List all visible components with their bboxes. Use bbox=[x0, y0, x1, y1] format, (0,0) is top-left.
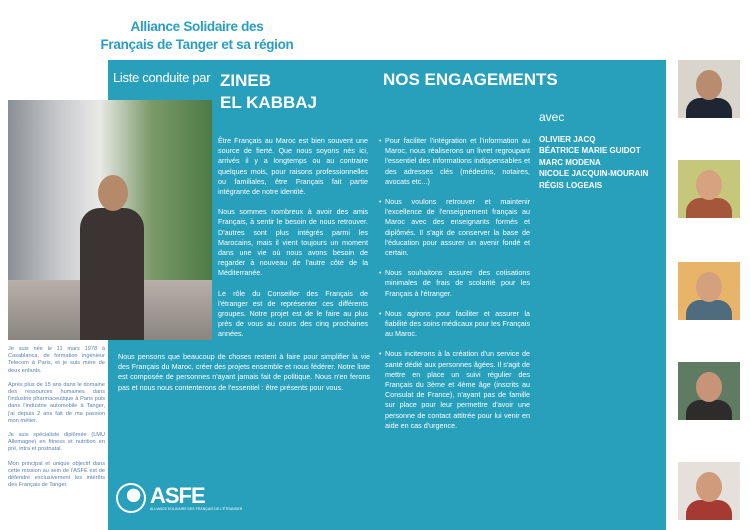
portrait-beatrice-marie-guidot bbox=[678, 160, 740, 218]
intro-paragraph: Le rôle du Conseiller des Français de l'étranger est de représenter ces différents groupes. Notre projet est de le faire au plus près de vous au cours des cinq prochaines années. bbox=[218, 288, 368, 339]
portrait-regis-logeais bbox=[678, 462, 740, 520]
title-line-1: Alliance Solidaire des bbox=[130, 19, 264, 34]
name-line-2: EL KABBAJ bbox=[220, 93, 317, 112]
asfe-logo bbox=[116, 483, 242, 513]
bio-paragraph: Après plus de 15 ans dans le domaine des ressources humaines dans l'industrie pharmaceutique à Paris puis dans l'industrie automobile à Tanger, j'ai depuis 2 ans fait de ma passion mon métier. bbox=[8, 381, 105, 424]
candidate-photo bbox=[8, 100, 212, 340]
closing-text: Nous pensons que beaucoup de choses restent à faire pour simplifier la vie des Français du Maroc, créer des projets ensemble et nous fédérer. Notre liste est composée de personnes n'ayant jamais fait de politique. Nous n'en ferons pas et nous nous contenterons de l'essentiel : être présents pour vous. bbox=[118, 352, 370, 392]
page-title bbox=[92, 18, 302, 54]
candidate-bio bbox=[8, 346, 105, 496]
team-member: MARC MODENA bbox=[539, 157, 601, 167]
team-member: OLIVIER JACQ bbox=[539, 135, 596, 144]
logo-name: ASFE bbox=[150, 483, 205, 508]
name-line-1: ZINEB bbox=[220, 71, 271, 90]
team-member: NICOLE JACQUIN-MOURAIN bbox=[539, 169, 649, 179]
intro-paragraph: Nous sommes nombreux à avoir des amis Français, à sentir le besoin de nous retrouver. D'autres sont plus intégrés parmi les Marocains, mais il vient toujours un moment dans une vie où nous avons besoin de regarder à nouveau de l'autre côté de la Méditerranée. bbox=[218, 207, 368, 278]
team-member: RÉGIS LOGEAIS bbox=[539, 180, 603, 190]
title-line-2: Français de Tanger et sa région bbox=[100, 37, 294, 52]
bio-paragraph: Je suis née le 11 mars 1978 à Casablanca, de formation ingénieur Telecom à Paris, et je suis mère de deux enfants. bbox=[8, 346, 105, 374]
engagements-heading: NOS ENGAGEMENTS bbox=[383, 70, 558, 89]
engagement-item: • Nous agirons pour faciliter et assurer la fiabilité des soins médicaux pour les Français au Maroc. bbox=[380, 309, 530, 340]
globe-icon bbox=[116, 483, 146, 513]
bio-paragraph: Je suis spécialiste diplômée (LMU Allemagne) en fitness et nutrition en pré, intra et postnatal. bbox=[8, 432, 105, 453]
team-member: BÉATRICE MARIE GUIDOT bbox=[539, 146, 641, 156]
candidate-name bbox=[220, 70, 317, 114]
intro-paragraph: Être Français au Maroc est bien souvent une source de fierté. Que nous soyons nés ici, arrivés il y a longtemps ou au contraire quelques mois, pour raisons professionnelles ou familiales, être Français fait partie intégrante de notre identité. bbox=[218, 136, 368, 197]
portrait-marc-modena bbox=[678, 262, 740, 320]
portrait-olivier-jacq bbox=[678, 60, 740, 118]
engagement-item: • Nous voulons retrouver et maintenir l'excellence de l'enseignement français au Maroc avec des enseignants formés et diplômés. Il s'agit de conserver la base de l'éducation pour assurer un avenir fondé et certain. bbox=[380, 197, 530, 258]
logo-tagline: ALLIANCE SOLIDAIRE DES FRANÇAIS DE L'ÉTRANGER bbox=[150, 507, 243, 511]
engagement-item: • Nous souhaitons assurer des cotisations minimales de frais de scolarité pour les Français à l'étranger. bbox=[380, 268, 530, 299]
team-label: avec bbox=[539, 110, 565, 124]
engagement-item: • Nous inciterons à la création d'un service de santé dédié aux personnes âgées. Il s'agit de mettre en place un suivi régulier des Français du 3ème et 4ème âge (inscrits au Consulat de France), n'ayant pas de famille sur place pour leur permettre d'avoir une personne de contact attitrée pour lui venir en aide en cas d'urgence. bbox=[380, 349, 530, 431]
portrait-nicole-jacquin-mourain bbox=[678, 362, 740, 420]
lead-label: Liste conduite par bbox=[113, 70, 211, 85]
engagement-item: • Pour faciliter l'intégration et l'information au Maroc, nous réaliserons un livret regroupant l'essentiel des informations indispensables et des adresses clés (médecins, notaires, avocats etc...) bbox=[380, 136, 530, 187]
intro-text bbox=[218, 136, 368, 350]
engagements-list bbox=[380, 136, 530, 441]
team-list bbox=[539, 134, 648, 191]
bio-paragraph: Mon principal et unique objectif dans cette mission au sein de l'ASFE est de défendre exclusivement les intérêts des Français de Tanger. bbox=[8, 460, 105, 489]
